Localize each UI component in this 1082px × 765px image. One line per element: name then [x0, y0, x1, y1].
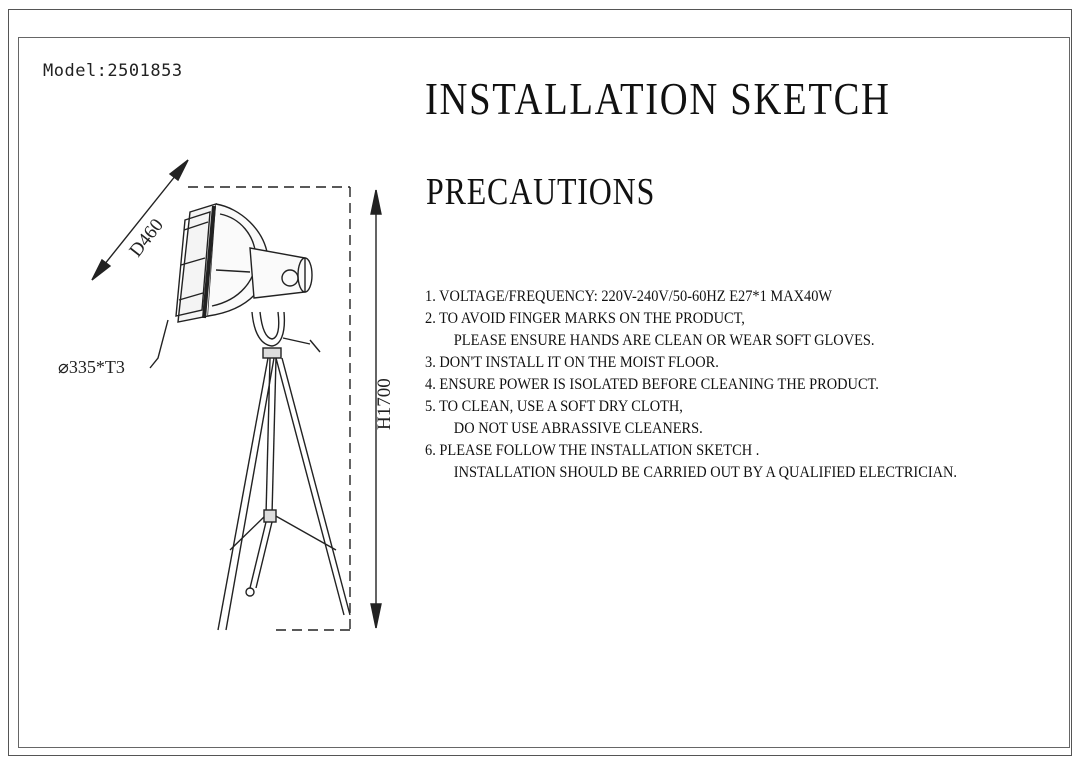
shade-dimension-label: ⌀335*T3 — [58, 357, 125, 377]
precaution-line: 4. ENSURE POWER IS ISOLATED BEFORE CLEANING THE PRODUCT. — [425, 376, 879, 393]
precaution-line: 1. VOLTAGE/FREQUENCY: 220V-240V/50-60HZ E27*1 MAX40W — [425, 288, 832, 305]
precaution-item — [425, 352, 1016, 374]
precaution-line: 2. TO AVOID FINGER MARKS ON THE PRODUCT, — [425, 310, 745, 327]
diameter-dimension-line — [92, 160, 188, 280]
precaution-line: DO NOT USE ABRASSIVE CLEANERS. — [453, 420, 703, 437]
diameter-label: D460 — [125, 214, 168, 262]
diameter-arrow-bottom — [92, 260, 110, 280]
shade-leader-line — [150, 320, 168, 368]
lamp-head — [176, 204, 312, 322]
precautions-list — [425, 286, 1016, 484]
precaution-item — [425, 396, 1016, 440]
page-title: INSTALLATION SKETCH — [425, 73, 891, 124]
precaution-line: 6. PLEASE FOLLOW THE INSTALLATION SKETCH . — [425, 442, 760, 459]
precaution-line: INSTALLATION SHOULD BE CARRIED OUT BY A QUALIFIED ELECTRICIAN. — [453, 464, 958, 481]
precaution-line: 5. TO CLEAN, USE A SOFT DRY CLOTH, — [425, 398, 683, 415]
height-label: H1700 — [374, 378, 395, 430]
precaution-item — [425, 308, 1016, 352]
model-number: Model:2501853 — [43, 61, 183, 81]
precaution-line: 3. DON'T INSTALL IT ON THE MOIST FLOOR. — [425, 354, 719, 371]
precaution-item — [425, 440, 1016, 484]
precaution-item — [425, 286, 1016, 308]
diameter-arrow-top — [170, 160, 188, 180]
precaution-line: PLEASE ENSURE HANDS ARE CLEAN OR WEAR SOFT GLOVES. — [453, 332, 875, 349]
tripod-stand — [218, 348, 350, 630]
lamp-sketch — [40, 140, 400, 650]
height-arrow-top — [371, 190, 381, 214]
precaution-item — [425, 374, 1016, 396]
height-arrow-bottom — [371, 604, 381, 628]
lamp-yoke — [252, 312, 320, 352]
precautions-heading: PRECAUTIONS — [426, 171, 656, 213]
